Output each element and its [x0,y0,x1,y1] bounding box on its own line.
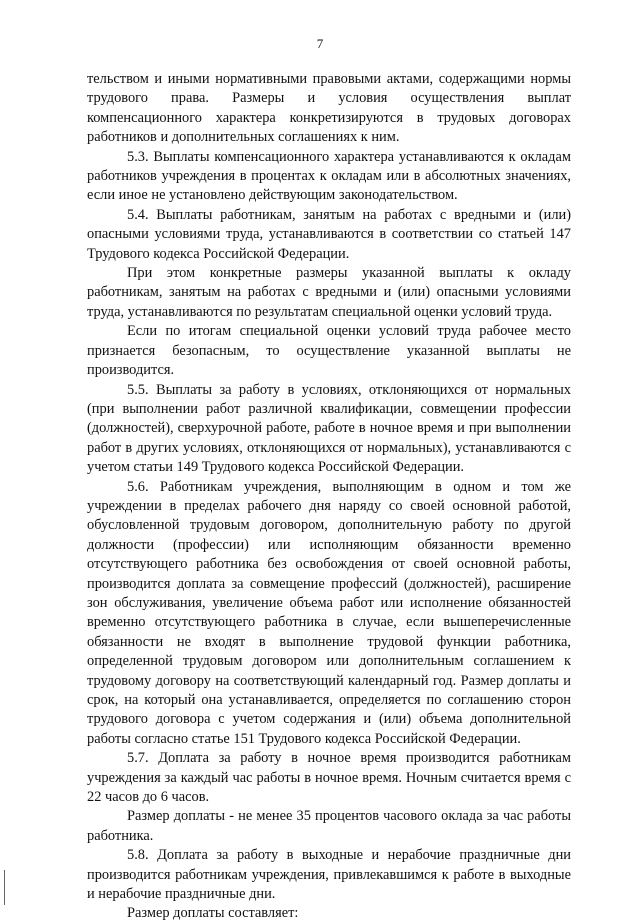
paragraph-5-7-rate: Размер доплаты - не менее 35 процентов часового оклада за час работы работника. [87,808,571,844]
paragraph-5-5: 5.5. Выплаты за работу в условиях, отклоняющихся от нормальных (при выполнении работ различной квалификации, совмещении профессии (должностей), сверхурочной работе, работе в ночное время и при выполнении работ в других условиях, отклоняющихся от нормальных), устанавливаются с учетом статьи 149 Трудового кодекса Российской Федерации. [87,381,571,476]
paragraph-5-6: 5.6. Работникам учреждения, выполняющим в одном и том же учреждении в пределах рабочего дня наряду со своей основной работой, обусловленной трудовым договором, дополнительную работу по другой должности (профессии) или исполняющим обязанности временно отсутствующего работника без освобождения от своей основной работы, производится доплата за совмещение профессий (должностей), расширение зон обслуживания, увеличение объема работ или исполнение обязанностей временно отсутствующего работника в случае, если вышеперечисленные обязанности не входят в выполнение трудовой функции работника, определенной трудовым договором или дополнительным соглашением к трудовому договору на соответствующий календарный год. Размер доплаты и срок, на который она устанавливается, определяется по соглашению сторон трудового договора с учетом содержания и (или) объема дополнительной работы согласно статье 151 Трудового кодекса Российской Федерации. [87,478,571,747]
paragraph-5-4: 5.4. Выплаты работникам, занятым на работах с вредными и (или) опасными условиями труда, устанавливаются в соответствии со статьей 147 Трудового кодекса Российской Федерации. [87,206,571,262]
paragraph-5-7: 5.7. Доплата за работу в ночное время производится работникам учреждения за каждый час работы в ночное время. Ночным считается время с 22 часов до 6 часов. [87,750,571,806]
document-body [87,70,571,924]
paragraph-5-8: 5.8. Доплата за работу в выходные и нерабочие праздничные дни производится работникам учреждения, привлекавшимся к работе в выходные и нерабочие праздничные дни. [87,847,571,903]
paragraph-5-3: 5.3. Выплаты компенсационного характера устанавливаются к окладам работников учреждения в процентах к окладам или в абсолютных значениях, если иное не установлено действующим законодательством. [87,148,571,204]
paragraph-continuation: тельством и иными нормативными правовыми актами, содержащими нормы трудового права. Размеры и условия осуществления выплат компенсационного характера конкретизируются в трудовых договорах работников и дополнительных соглашениях к ним. [87,71,571,146]
paragraph-5-4-safe-workplace: Если по итогам специальной оценки условий труда рабочее место признается безопасным, то осуществление указанной выплаты не производится. [87,323,571,379]
paragraph-5-4-specific-sizes: При этом конкретные размеры указанной выплаты к окладу работникам, занятым на работах с вредными и (или) опасными условиями труда, устанавливаются по результатам специальной оценки условий труда. [87,265,571,320]
page-number: 7 [316,36,324,51]
scan-edge-mark [4,870,5,905]
paragraph-5-8-rate: Размер доплаты составляет: [127,905,299,922]
